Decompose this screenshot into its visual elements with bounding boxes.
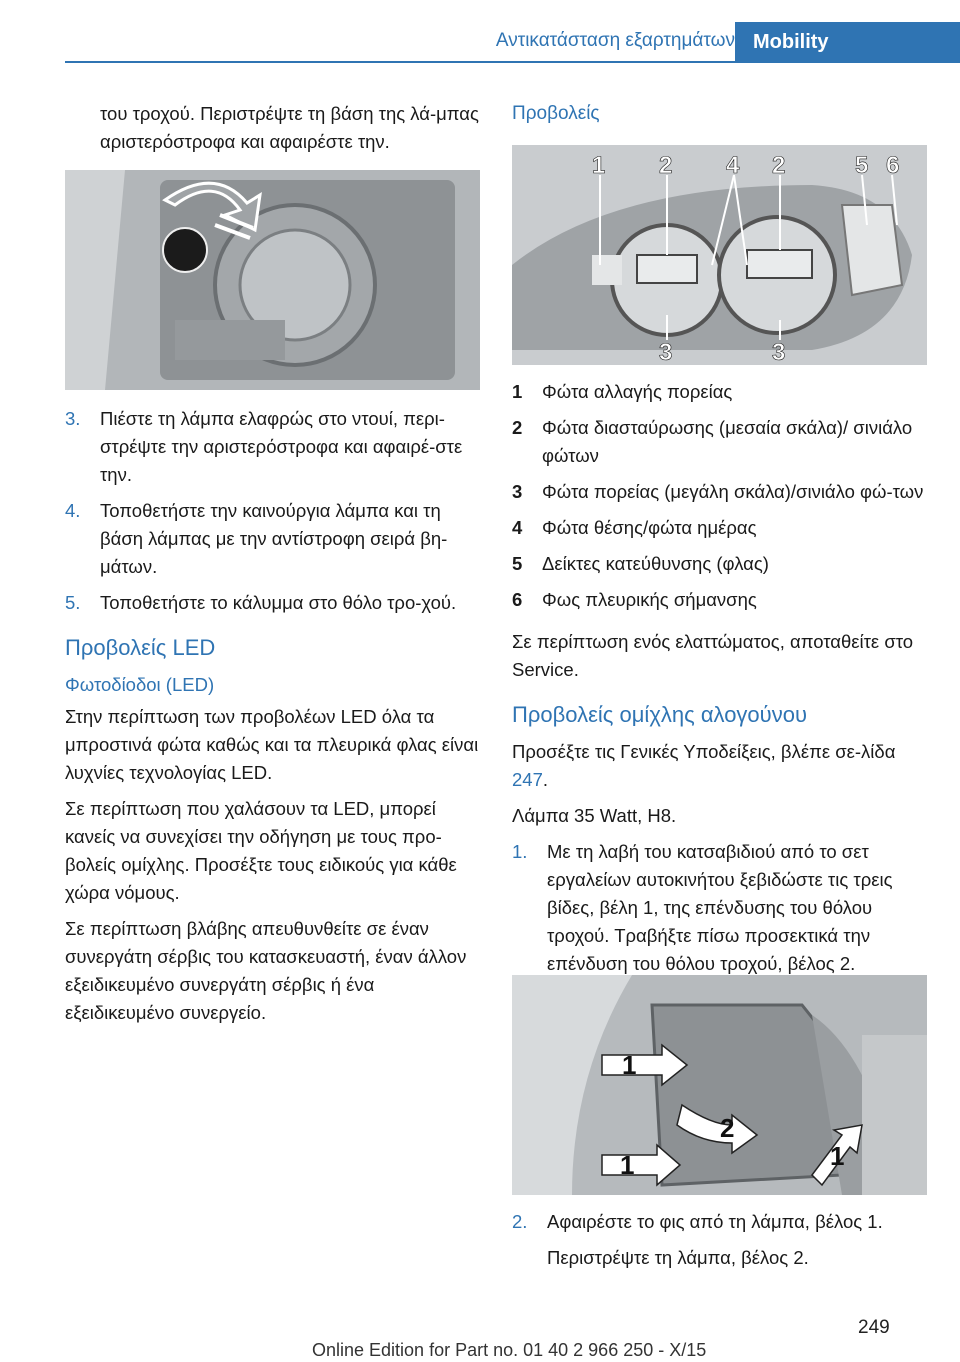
fog-heading: Προβολείς ομίχλης αλογούνου [512, 702, 807, 727]
step-2-continuation: Περιστρέψτε τη λάμπα, βέλος 2. [547, 1247, 809, 1268]
page-number: 249 [858, 1317, 890, 1338]
step-number: 4. [65, 500, 81, 521]
step-number: 2. [512, 1211, 528, 1232]
legend-text: Φώτα διασταύρωσης (μεσαία σκάλα)/ σινιάλο φώτων [542, 417, 913, 466]
callout-2b: 2 [772, 152, 786, 179]
step-number: 3. [65, 408, 81, 429]
headlight-photo [512, 145, 927, 365]
callout-3: 3 [659, 339, 673, 365]
callout-2: 2 [659, 152, 673, 179]
callout-5: 5 [855, 152, 869, 179]
step-text: Αφαιρέστε το φις από τη λάμπα, βέλος 1. [547, 1211, 883, 1232]
left-column [65, 100, 485, 156]
step-text: Με τη λαβή του κατσαβιδιού από το σετ εργαλείων αυτοκινήτου ξεβιδώστε τις τρεις βίδες, βέλη 1, της επένδυσης του θόλου τροχού. Τραβήξτε πίσω προσεκτικά την επένδυση του θόλου τροχού, βέλος 2. [547, 841, 893, 974]
defect-note: Σε περίπτωση ενός ελαττώματος, αποταθείτε στο Service. [512, 631, 914, 680]
page-link-247[interactable]: 247 [512, 769, 543, 790]
fog-note-end: . [542, 769, 549, 790]
wheel-housing-photo [512, 975, 927, 1195]
step-text: Τοποθετήστε την καινούργια λάμπα και τη βάση λάμπας με την αντίστροφη σειρά βη‐μάτων. [100, 500, 448, 577]
left-steps [65, 405, 480, 1035]
step-number: 5. [65, 592, 81, 613]
lamp-base-photo [65, 170, 480, 390]
step-4 [65, 497, 480, 581]
led-paragraph: Σε περίπτωση που χαλάσουν τα LED, μπορεί κανείς να συνεχίσει την οδήγηση με τους προ‐βολείς ομίχλης. Προσέξτε τους ειδικούς για κάθε χώρα νόμους. [65, 798, 457, 903]
lamp-spec: Λάμπα 35 Watt, H8. [512, 805, 677, 826]
legend-text: Δείκτες κατεύθυνσης (φλας) [542, 553, 769, 574]
footer-edition: Online Edition for Part no. 01 40 2 966 250 - X/15 [312, 1340, 707, 1360]
legend-number: 2 [512, 417, 523, 438]
led-paragraph: Σε περίπτωση βλάβης απευθυνθείτε σε έναν συνεργάτη σέρβις του κατασκευαστή, έναν άλλον εξειδικευμένο συνεργάτη σέρβις ή ένα εξειδικευμένο συνεργείο. [65, 918, 467, 1023]
headlights-heading: Προβολείς [512, 103, 600, 124]
right-column-body [512, 378, 927, 986]
led-heading: Προβολείς LED [65, 635, 216, 660]
right-column-bottom [512, 1208, 927, 1272]
step-5 [65, 589, 480, 617]
step-text: Πιέστε τη λάμπα ελαφρώς στο ντουί, περι‐στρέψτε την αριστερόστροφα και αφαιρέ‐στε την. [100, 408, 463, 485]
legend-number: 4 [512, 517, 523, 538]
header-section-title: Αντικατάσταση εξαρτημάτων [495, 30, 735, 51]
step-3 [65, 405, 480, 489]
right-column-top [512, 100, 927, 132]
legend-text: Φώτα πορείας (μεγάλη σκάλα)/σινιάλο φώ‐των [542, 481, 924, 502]
wheel-callout-1c: 1 [830, 1141, 845, 1171]
legend-item [512, 478, 927, 506]
legend-item [512, 586, 927, 614]
wheel-callout-1a: 1 [622, 1050, 637, 1080]
legend-number: 6 [512, 589, 523, 610]
step-number: 1. [512, 841, 528, 862]
led-subheading: Φωτοδίοδοι (LED) [65, 674, 215, 695]
fog-note [512, 738, 927, 794]
step-text: Τοποθετήστε το κάλυμμα στο θόλο τρο‐χού. [100, 592, 457, 613]
legend-item [512, 378, 927, 406]
legend-text: Φως πλευρικής σήμανσης [542, 589, 757, 610]
callout-4: 4 [726, 152, 740, 179]
wheel-housing-illustration [512, 975, 927, 1195]
callout-3b: 3 [772, 339, 786, 365]
legend-number: 1 [512, 381, 523, 402]
led-paragraph: Στην περίπτωση των προβολέων LED όλα τα μπροστινά φώτα καθώς και τα πλευρικά φλας είναι λυχνίες τεχνολογίας LED. [65, 706, 479, 783]
header-rule [65, 61, 960, 63]
legend-number: 3 [512, 481, 523, 502]
legend-number: 5 [512, 553, 523, 574]
fog-note-text: Προσέξτε τις Γενικές Υποδείξεις, βλέπε σε‐λίδα [512, 741, 896, 762]
headlight-illustration [512, 145, 927, 365]
intro-text: του τροχού. Περιστρέψτε τη βάση της λά‐μπας αριστερόστροφα και αφαιρέστε την. [100, 103, 479, 152]
legend-item [512, 550, 927, 578]
legend-item [512, 514, 927, 542]
callout-1: 1 [592, 152, 606, 179]
callout-6: 6 [886, 152, 900, 179]
lamp-base-illustration [65, 170, 480, 390]
header-tab-mobility: Mobility [735, 22, 960, 63]
legend-item [512, 414, 927, 470]
fog-step-2 [512, 1208, 927, 1236]
legend-text: Φώτα αλλαγής πορείας [542, 381, 733, 402]
legend-text: Φώτα θέσης/φώτα ημέρας [542, 517, 757, 538]
wheel-callout-1b: 1 [620, 1150, 635, 1180]
fog-step-1 [512, 838, 927, 978]
wheel-callout-2: 2 [720, 1113, 735, 1143]
